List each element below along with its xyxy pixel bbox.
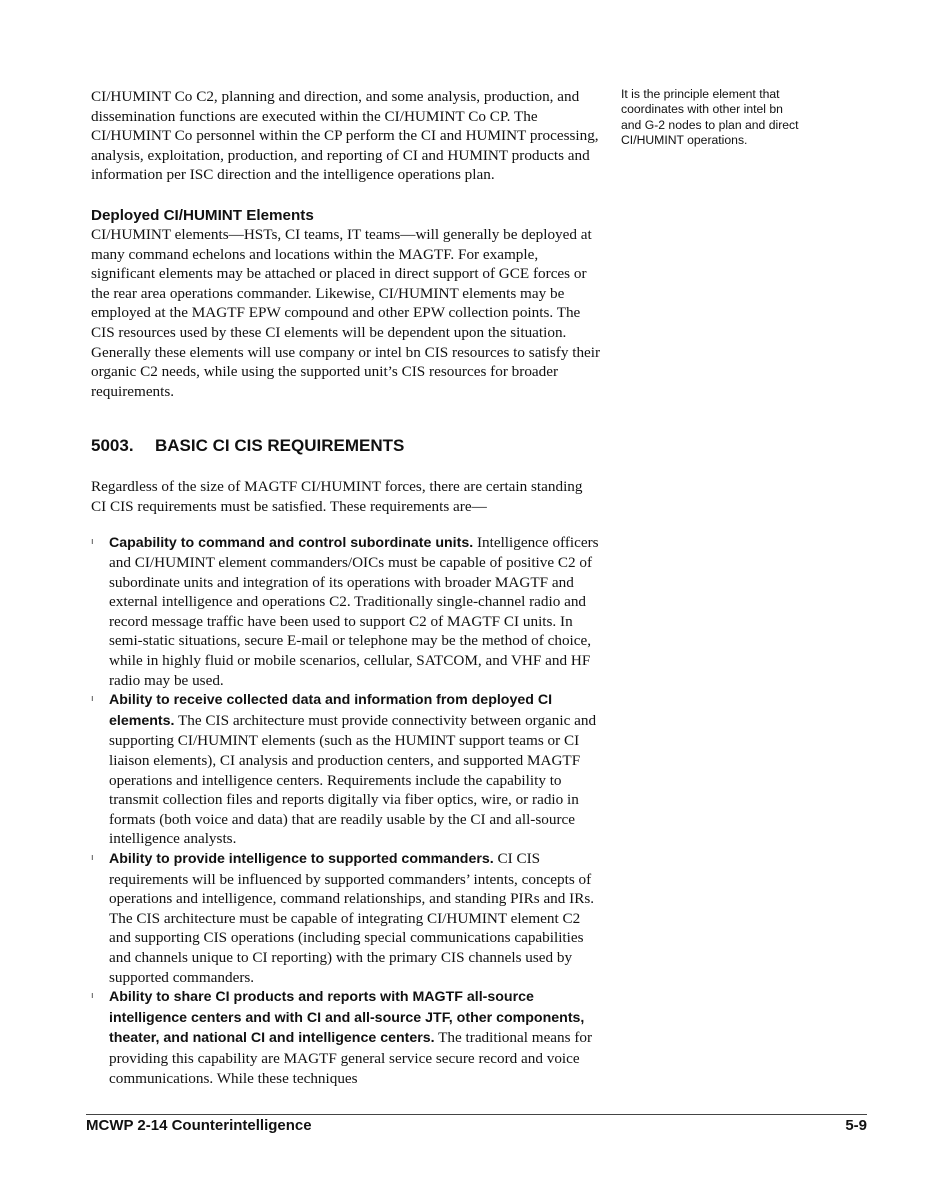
section-intro: Regardless of the size of MAGTF CI/HUMINT forces, there are certain standing CI CIS requirements must be satisfied. These requirements are— — [91, 478, 583, 515]
item-text: The traditional means for providing this capability are MAGTF general service secure record and voice communications. While these techniques — [109, 1029, 593, 1087]
item-lead: Capability to command and control subordinate units. — [109, 534, 474, 551]
item-text: CI CIS requirements will be influenced by supported commanders’ intents, concepts of operations and intelligence, command relationships, and standing PIRs and IRs. The CIS architecture must be capable of integrating CI/HUMINT element C2 and supporting CIS operations (including special communications capabilities and channels unique to CI reporting) with the primary CIS channels used by supported commanders. — [109, 850, 595, 986]
item-lead: Ability to provide intelligence to supported commanders. — [109, 851, 494, 867]
item-text: The CIS architecture must provide connectivity between organic and supporting CI/HUMINT elements (such as the HUMINT support teams or CI liaison elements), CI analysis and production centers, and supported MAGTF operations and intelligence centers. Requirements include the capability to transmit collection files and reports digitally via fiber optics, wire, or radio in formats (both voice and data) that are readily usable by the CI and all-source intelligence analysts. — [109, 711, 597, 848]
page-number: 5-9 — [845, 1117, 867, 1134]
item-lead: Ability to receive collected data and information from deployed CI elements. — [109, 692, 553, 729]
margin-note: It is the principle element that coordinates with other intel bn and G-2 nodes to plan and direct CI/HUMINT operations. — [621, 87, 799, 148]
list-item — [91, 690, 601, 849]
intro-paragraph: CI/HUMINT Co C2, planning and direction, and some analysis, production, and dissemination functions are executed within the CI/HUMINT Co CP. The CI/HUMINT Co personnel within the CP perform the CI and HUMINT processing, analysis, exploitation, production, and reporting of CI and HUMINT products and information per ISC direction and the intelligence operations plan. — [91, 88, 599, 184]
list-item — [91, 987, 601, 1088]
bullet-marker: ı — [91, 536, 94, 547]
section-heading — [91, 435, 601, 457]
bullet-marker: ı — [91, 853, 94, 863]
bullet-marker: ı — [91, 694, 94, 705]
section-number: 5003. — [91, 436, 134, 456]
list-item — [91, 533, 601, 691]
deployed-paragraph: CI/HUMINT elements—HSTs, CI teams, IT teams—will generally be deployed at many command echelons and locations within the MAGTF. For example, significant elements may be attached or placed in direct support of GCE forces or the rear area operations commander. Likewise, CI/HUMINT elements may be employed at the MAGTF EPW compound and other EPW collection points. The CIS resources used by these CI elements will be dependent upon the situation. Generally these elements will use company or intel bn CIS resources to satisfy their organic C2 needs, while using the supported unit’s CIS resources for broader requirements. — [91, 225, 601, 400]
deployed-heading: Deployed CI/HUMINT Elements — [91, 206, 314, 224]
section-title: BASIC CI CIS REQUIREMENTS — [155, 436, 405, 456]
main-column — [91, 87, 601, 1088]
list-item — [91, 849, 601, 987]
item-text: Intelligence officers and CI/HUMINT element commanders/OICs must be capable of positive C2 of subordinate units and integration of its operations with broader MAGTF and external intelligence and operations C2. Traditionally single-channel radio and record message traffic have been used to support C2 of MAGTF CI units. In semi-static situations, secure E-mail or telephone may be the method of choice, while in highly fluid or mobile scenarios, cellular, SATCOM, and VHF and HF radio may be used. — [109, 533, 599, 689]
bullet-marker: ı — [91, 991, 94, 1002]
item-lead: Ability to share CI products and reports with MAGTF all-source intelligence centers and with CI and all-source JTF, other components, theater, and national CI and intelligence centers. — [109, 989, 585, 1047]
requirements-list — [91, 533, 601, 1089]
footer-divider — [86, 1114, 867, 1115]
footer-title: MCWP 2-14 Counterintelligence — [86, 1117, 312, 1134]
